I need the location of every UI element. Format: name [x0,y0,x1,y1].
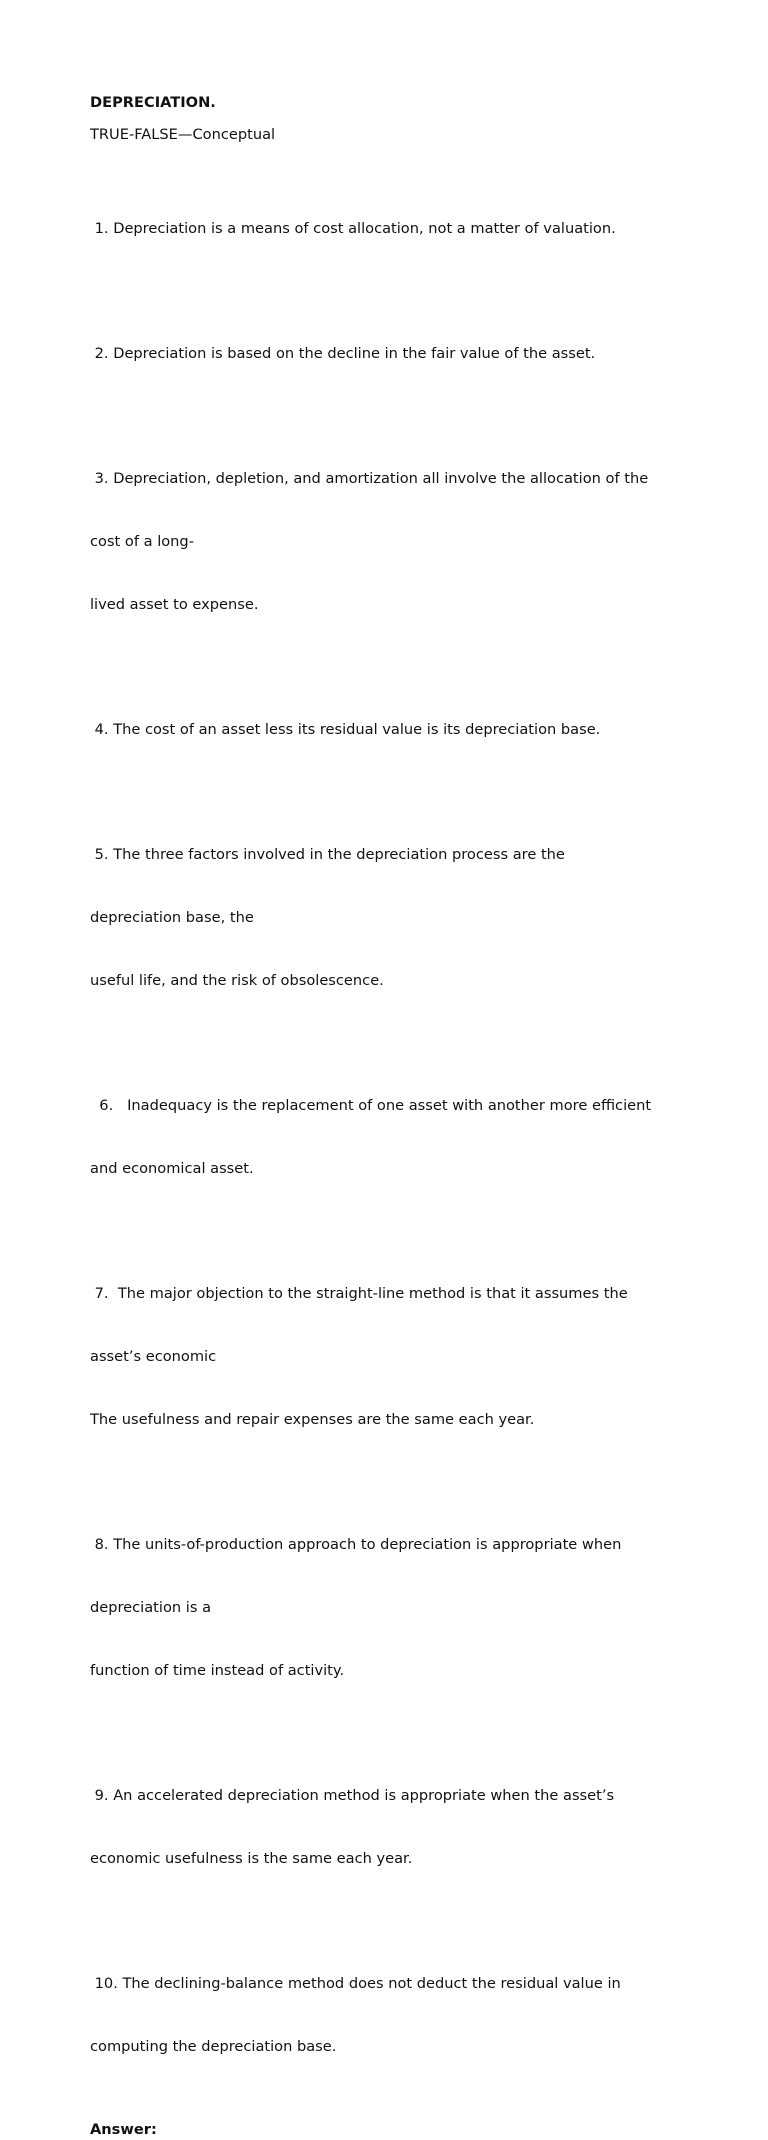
question-text-line: 7. The major objection to the straight-line method is that it assumes the [90,1285,628,1302]
question-9 [90,1743,680,1911]
question-text-line: 4. The cost of an asset less its residual value is its depreciation base. [90,721,601,738]
question-5 [90,802,680,1033]
document-title: DEPRECIATION. [90,94,216,111]
question-text-line: cost of a long- [90,533,194,550]
question-text-line: depreciation base, the [90,909,254,926]
question-text-line: and economical asset. [90,1160,254,1177]
question-text-line: asset’s economic [90,1348,217,1365]
question-text-line: lived asset to expense. [90,596,259,613]
question-text-line: economic usefulness is the same each year. [90,1850,413,1867]
question-text-line: useful life, and the risk of obsolescence. [90,972,384,989]
question-7 [90,1241,680,1472]
question-text-line: computing the depreciation base. [90,2038,337,2055]
question-4 [90,677,680,782]
document-page [90,92,680,2140]
question-text-line: 9. An accelerated depreciation method is appropriate when the asset’s [90,1787,615,1804]
question-1 [90,176,680,281]
question-text-line: 2. Depreciation is based on the decline in the fair value of the asset. [90,345,596,362]
answer-label: Answer: [90,2121,157,2138]
question-3 [90,426,680,657]
question-text-line: 10. The declining-balance method does not deduct the residual value in [90,1975,621,1992]
question-text-line: 1. Depreciation is a means of cost allocation, not a matter of valuation. [90,220,616,237]
question-6 [90,1053,680,1221]
question-text-line: function of time instead of activity. [90,1662,345,1679]
question-text-line: 5. The three factors involved in the depreciation process are the [90,846,565,863]
question-text-line: 3. Depreciation, depletion, and amortization all involve the allocation of the [90,470,649,487]
section-subtitle: TRUE-FALSE—Conceptual [90,126,276,143]
question-10 [90,1931,680,2099]
question-2 [90,301,680,406]
question-text-line: The usefulness and repair expenses are the same each year. [90,1411,535,1428]
question-8 [90,1492,680,1723]
question-text-line: 8. The units-of-production approach to depreciation is appropriate when [90,1536,622,1553]
question-text-line: depreciation is a [90,1599,212,1616]
question-text-line: 6. Inadequacy is the replacement of one asset with another more efficient [90,1097,652,1114]
